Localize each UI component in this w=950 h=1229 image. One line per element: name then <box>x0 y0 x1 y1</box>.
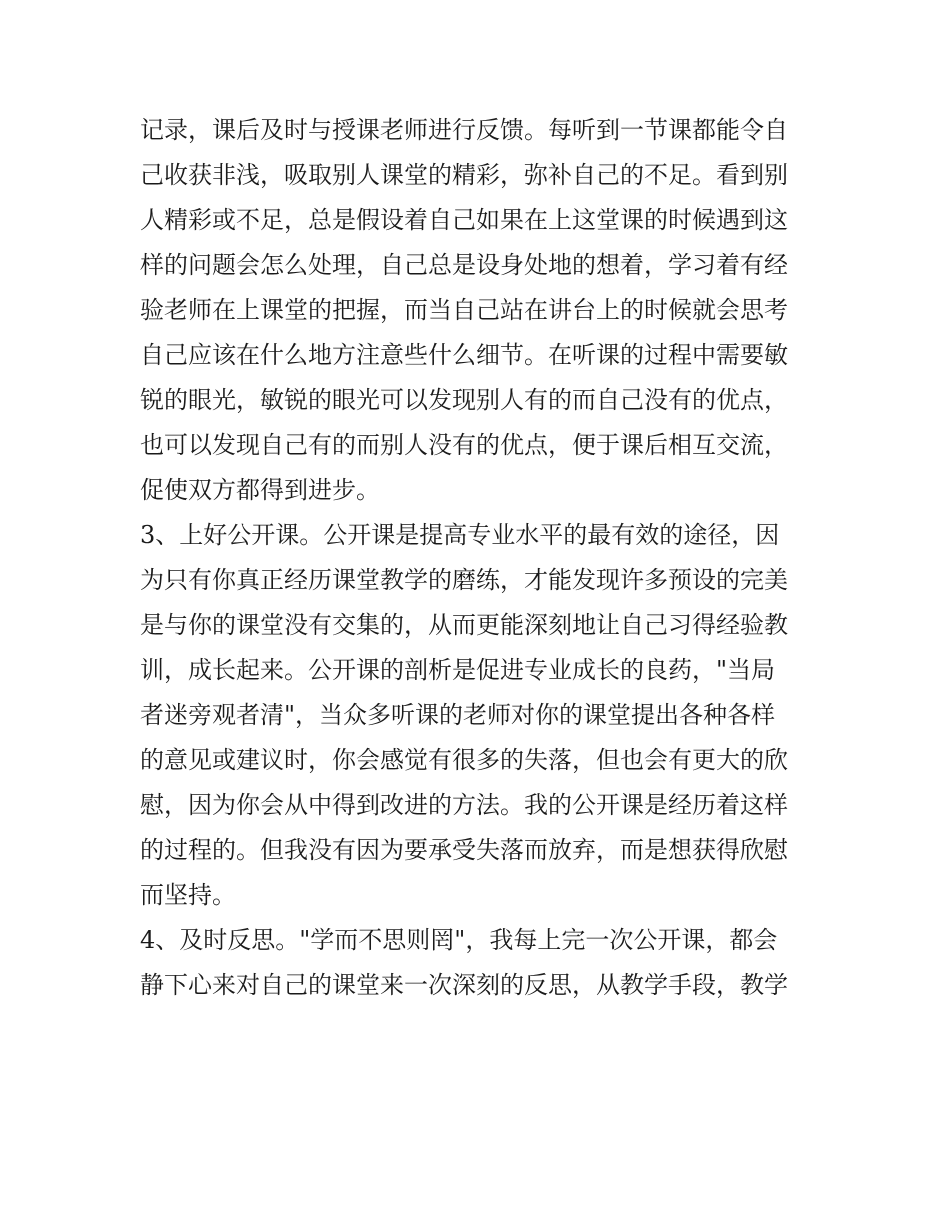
text-line: 慰，因为你会从中得到改进的方法。我的公开课是经历着这样 <box>140 791 788 819</box>
body-text <box>140 108 820 1008</box>
text-line: 己收获非浅，吸取别人课堂的精彩，弥补自己的不足。看到别 <box>140 161 788 189</box>
text-line: 记录，课后及时与授课老师进行反馈。每听到一节课都能令自 <box>140 116 788 144</box>
text-line: 3、上好公开课。公开课是提高专业水平的最有效的途径，因 <box>140 521 780 549</box>
text-line: 者迷旁观者清"，当众多听课的老师对你的课堂提出各种各样 <box>140 701 776 729</box>
text-line: 是与你的课堂没有交集的，从而更能深刻地让自己习得经验教 <box>140 611 788 639</box>
text-line: 人精彩或不足，总是假设着自己如果在上这堂课的时候遇到这 <box>140 206 788 234</box>
text-line: 的意见或建议时，你会感觉有很多的失落，但也会有更大的欣 <box>140 746 788 774</box>
text-line: 自己应该在什么地方注意些什么细节。在听课的过程中需要敏 <box>140 341 788 369</box>
text-line: 为只有你真正经历课堂教学的磨练，才能发现许多预设的完美 <box>140 566 788 594</box>
text-line: 也可以发现自己有的而别人没有的优点，便于课后相互交流， <box>140 431 788 459</box>
text-line: 而坚持。 <box>140 881 236 909</box>
text-line: 样的问题会怎么处理，自己总是设身处地的想着，学习着有经 <box>140 251 788 279</box>
text-line: 训，成长起来。公开课的剖析是促进专业成长的良药，"当局 <box>140 656 776 684</box>
text-line: 的过程的。但我没有因为要承受失落而放弃，而是想获得欣慰 <box>140 836 788 864</box>
text-line: 4、及时反思。"学而不思则罔"，我每上完一次公开课，都会 <box>140 926 778 954</box>
text-line: 锐的眼光，敏锐的眼光可以发现别人有的而自己没有的优点， <box>140 386 788 414</box>
text-line: 促使双方都得到进步。 <box>140 476 380 504</box>
text-line: 静下心来对自己的课堂来一次深刻的反思，从教学手段，教学 <box>140 971 788 999</box>
text-line: 验老师在上课堂的把握，而当自己站在讲台上的时候就会思考 <box>140 296 788 324</box>
